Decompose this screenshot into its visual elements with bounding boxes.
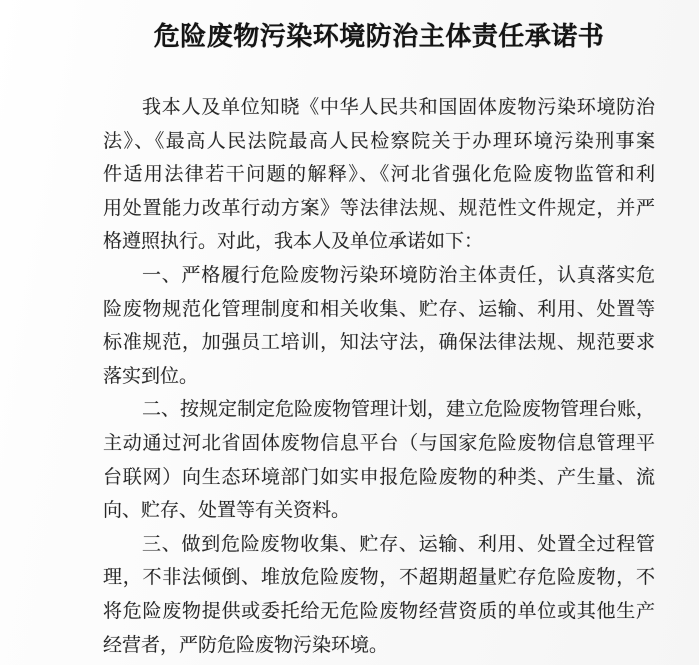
document-line: 主动通过河北省固体废物信息平台（与国家危险废物信息管理平 — [103, 432, 655, 454]
document-line: 台联网）向生态环境部门如实申报危险废物的种类、产生量、流 — [103, 466, 655, 488]
document-line: 法》、《最高人民法院最高人民检察院关于办理环境污染刑事案 — [103, 130, 655, 152]
document-body — [103, 91, 655, 662]
document-line: 件适用法律若干问题的解释》、《河北省强化危险废物监管和利 — [103, 164, 655, 186]
document-line: 落实到位。 — [103, 365, 199, 387]
document-line: 标准规范，加强员工培训，知法守法，确保法律法规、规范要求 — [103, 332, 655, 354]
document-line: 理，不非法倾倒、堆放危险废物，不超期超量贮存危险废物，不 — [103, 567, 655, 589]
document-line: 格遵照执行。对此，我本人及单位承诺如下： — [103, 231, 484, 253]
document-line: 将危险废物提供或委托给无危险废物经营资质的单位或其他生产 — [103, 600, 655, 622]
document-line: 向、贮存、处置等有关资料。 — [103, 500, 351, 522]
document-line: 一、严格履行危险废物污染环境防治主体责任，认真落实危 — [142, 264, 655, 286]
document-line: 我本人及单位知晓《中华人民共和国固体废物污染环境防治 — [142, 97, 655, 118]
document-line: 险废物规范化管理制度和相关收集、贮存、运输、利用、处置等 — [103, 298, 655, 320]
document-title: 危险废物污染环境防治主体责任承诺书 — [153, 22, 605, 51]
document-line: 二、按规定制定危险废物管理计划，建立危险废物管理台账， — [142, 399, 655, 421]
document-sheet — [103, 0, 655, 665]
document-line: 用处置能力改革行动方案》等法律法规、规范性文件规定，并严 — [103, 197, 655, 219]
document-line: 三、做到危险废物收集、贮存、运输、利用、处置全过程管 — [142, 533, 655, 555]
document-line: 经营者，严防危险废物污染环境。 — [103, 634, 389, 656]
